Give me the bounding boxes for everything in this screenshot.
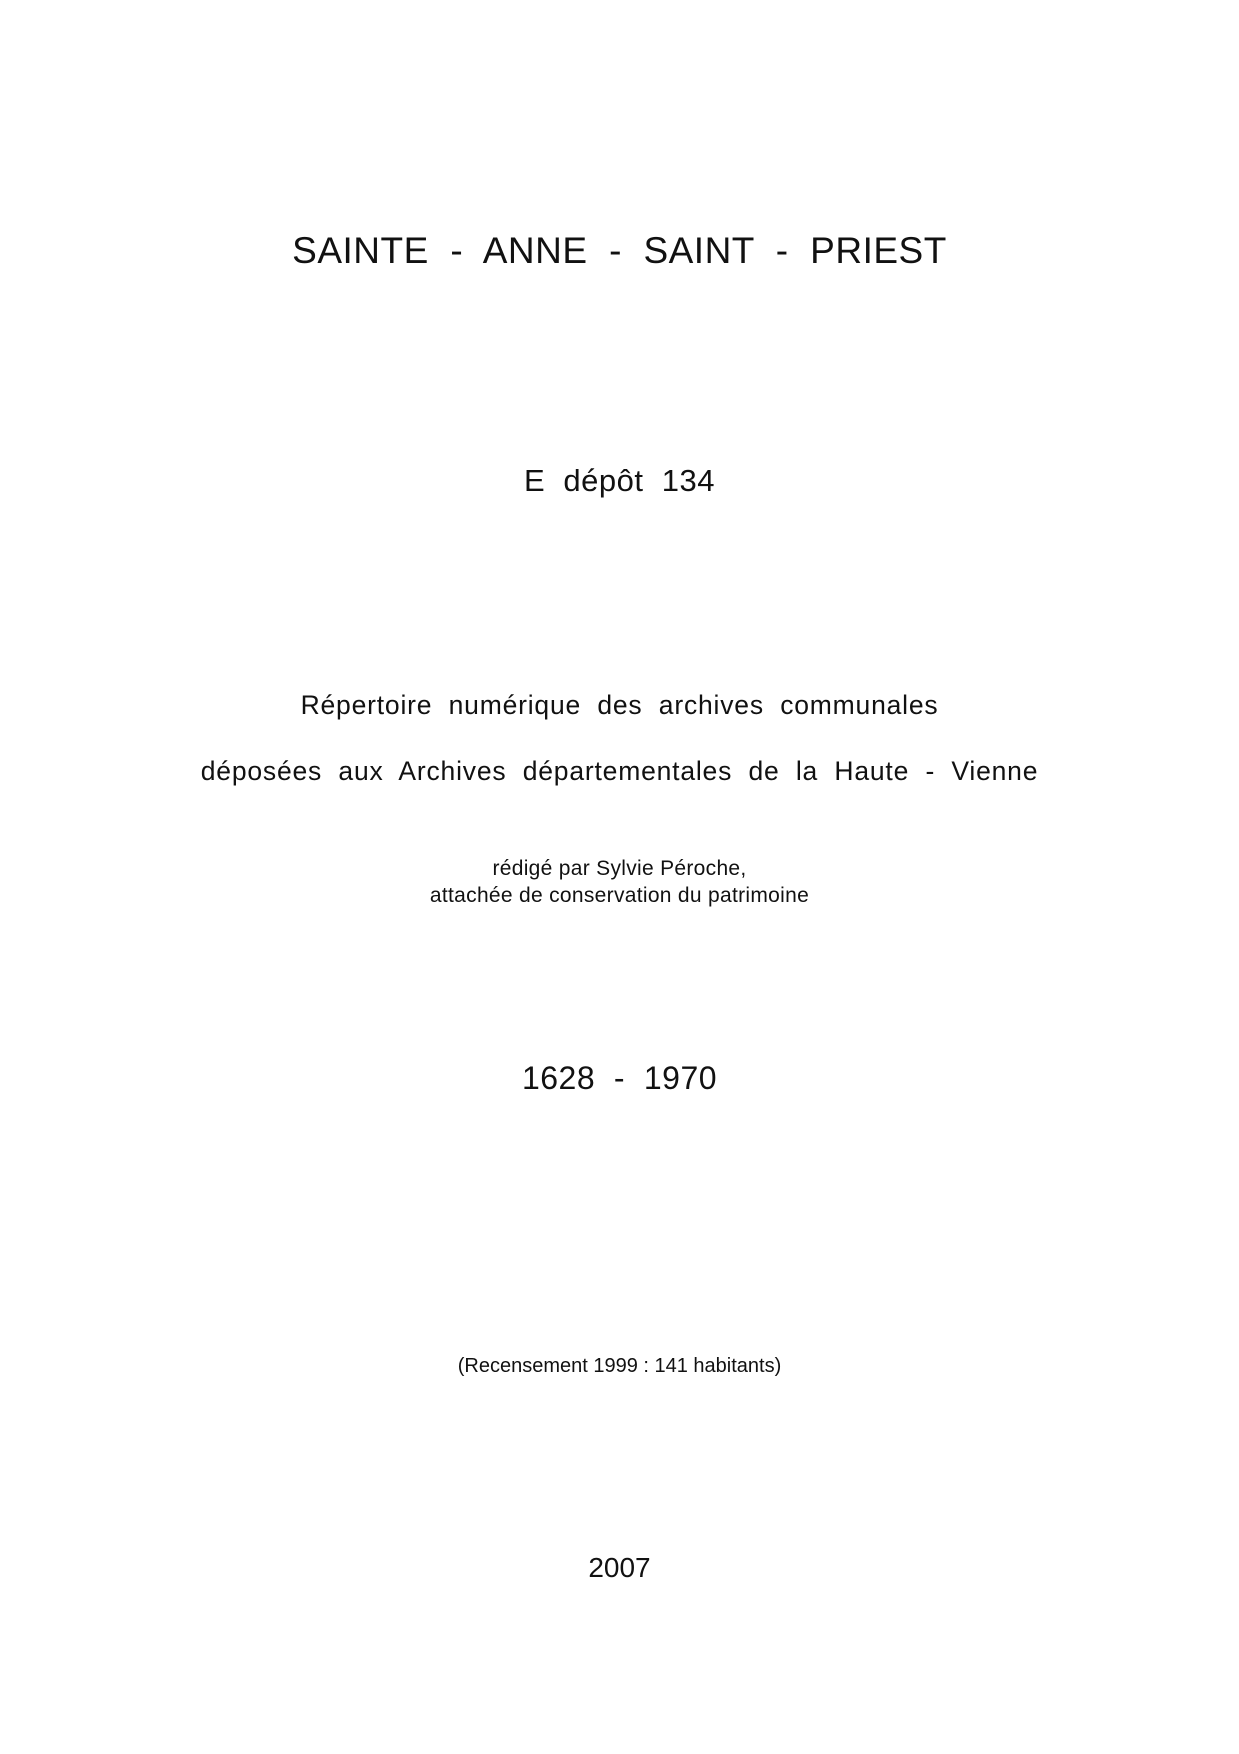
commune-title: SAINTE - ANNE - SAINT - PRIEST [292, 230, 947, 271]
author-line-1: rédigé par Sylvie Péroche, [492, 857, 747, 880]
publication-year: 2007 [588, 1552, 651, 1583]
date-range: 1628 - 1970 [521, 1060, 718, 1096]
archive-reference: E dépôt 134 [524, 463, 715, 498]
subtitle-line-1: Répertoire numérique des archives communales [300, 690, 939, 720]
census-note: (Recensement 1999 : 141 habitants) [457, 1355, 782, 1377]
subtitle-line-2: déposées aux Archives départementales de la Haute - Vienne [200, 756, 1039, 786]
author-line-2: attachée de conservation du patrimoine [429, 884, 810, 907]
